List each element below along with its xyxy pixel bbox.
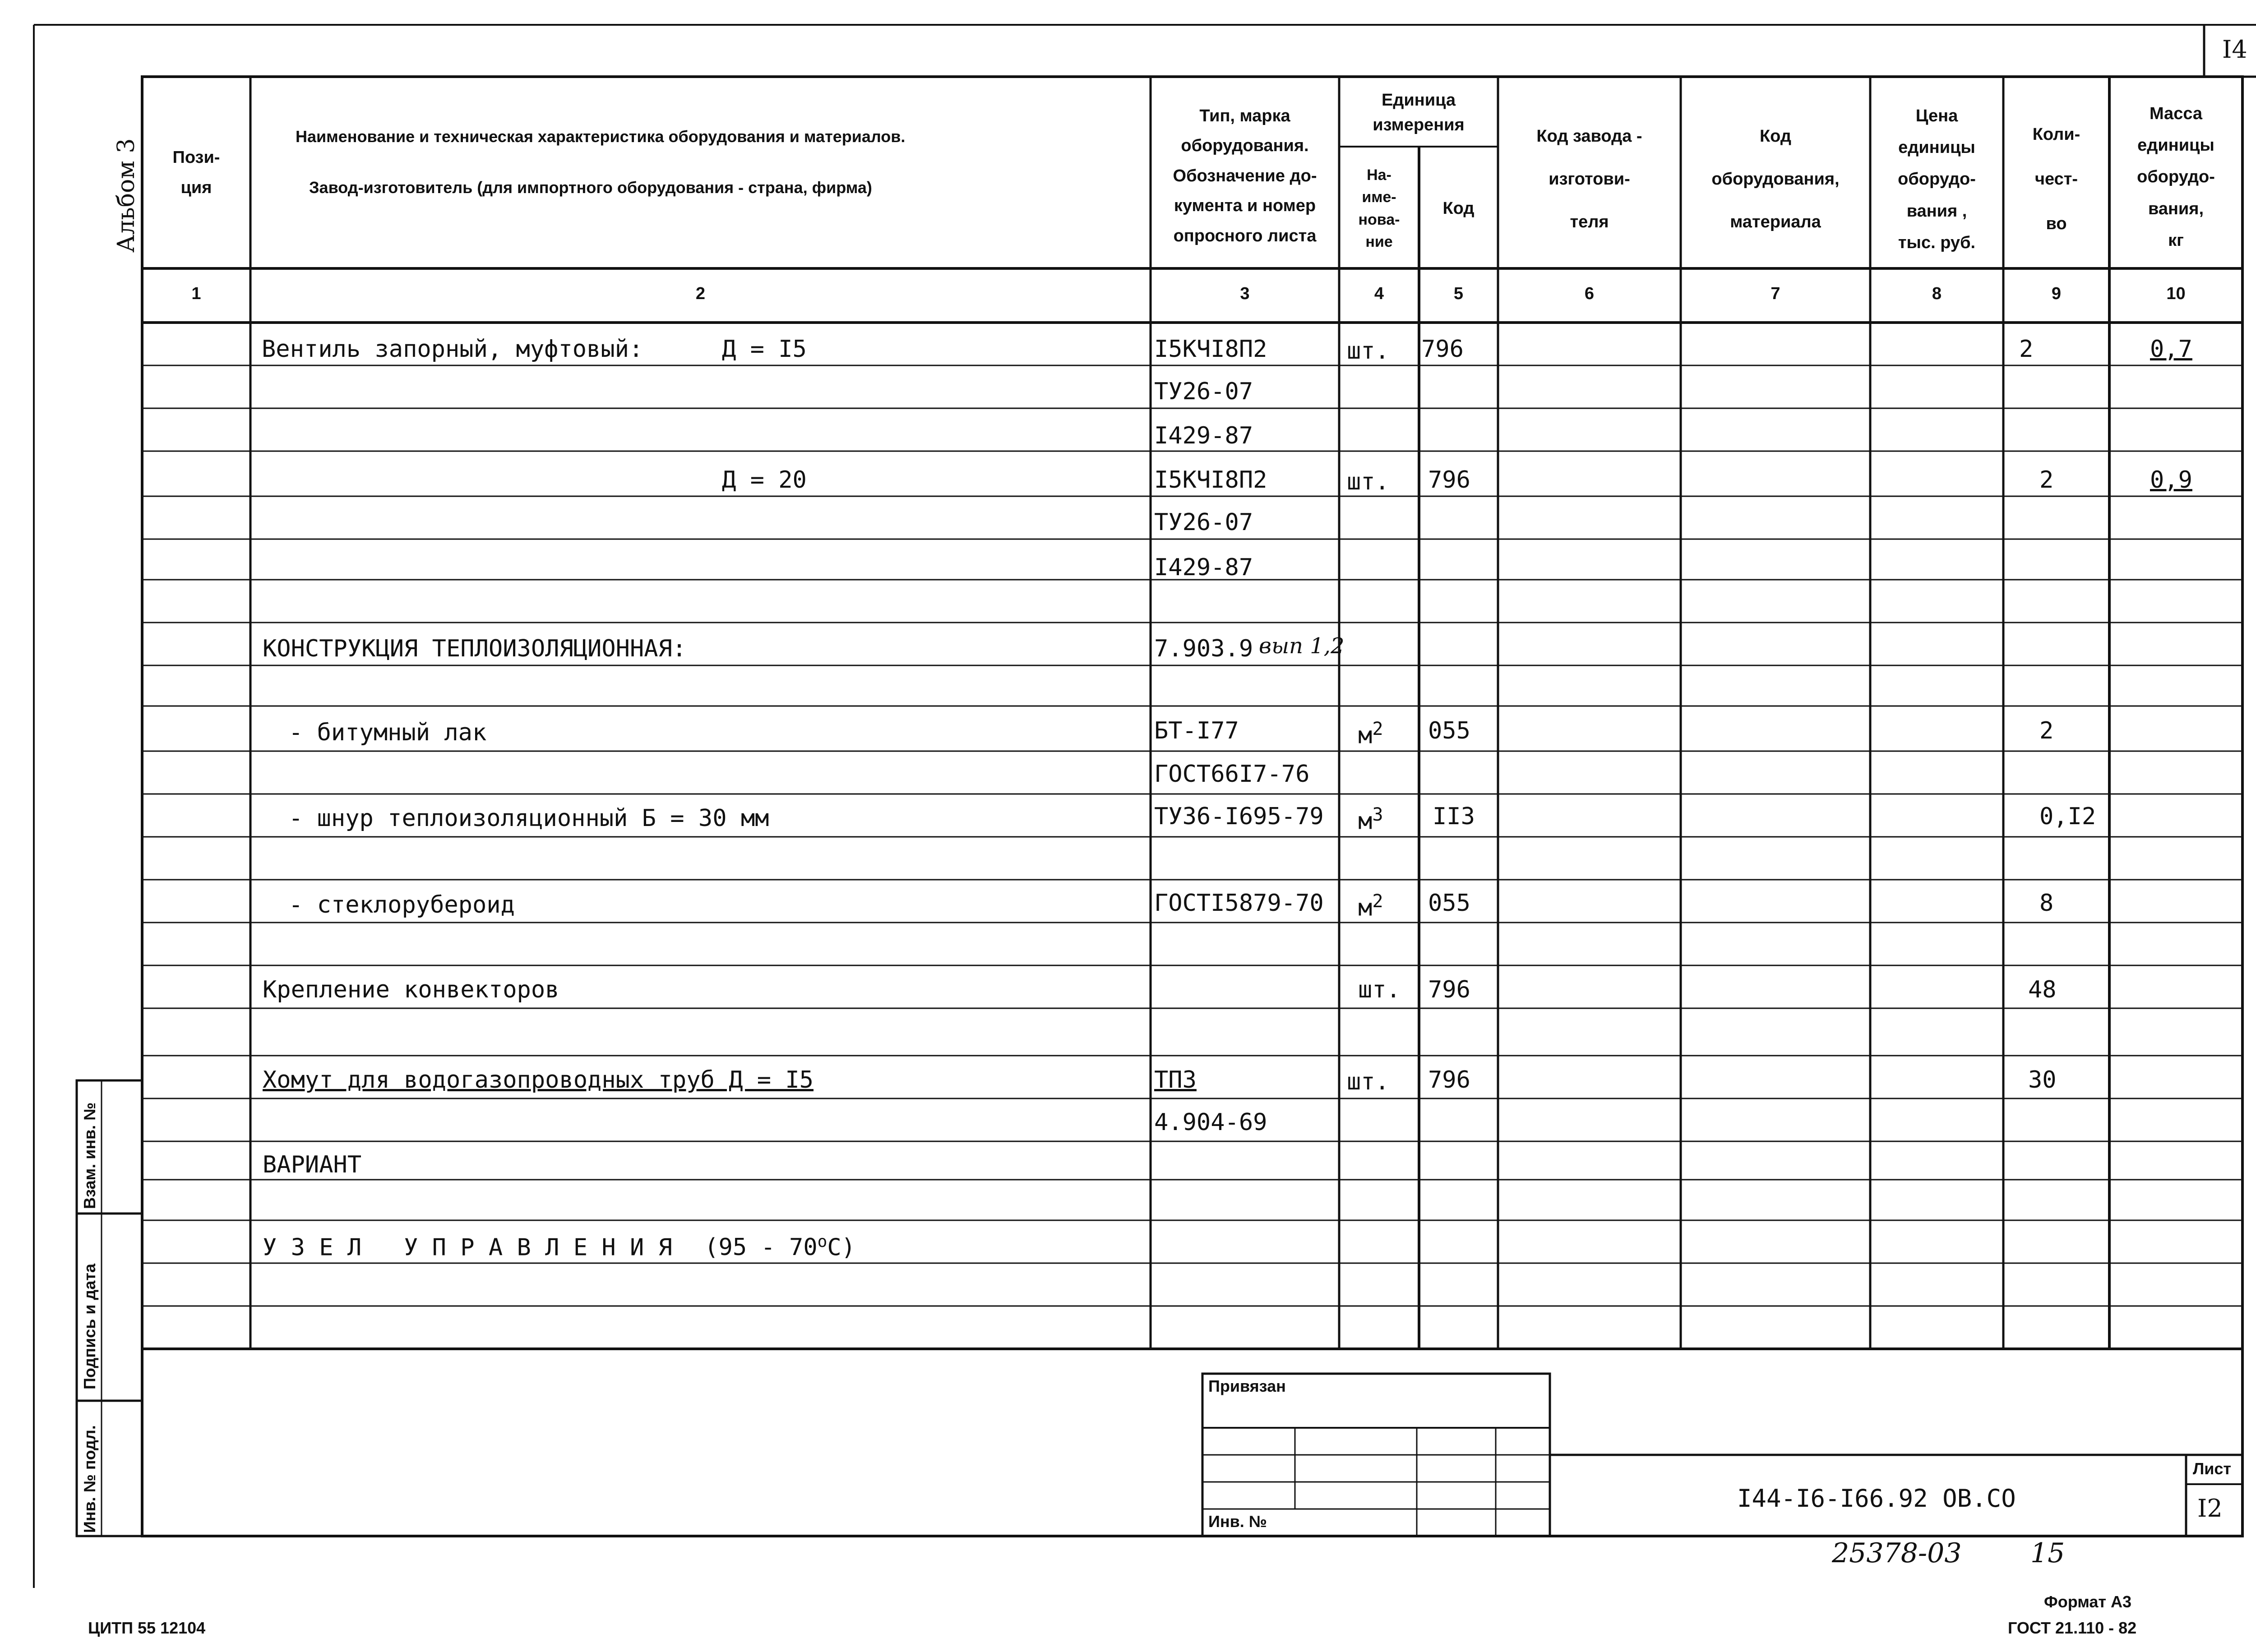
row-15-qty: 48 <box>2028 976 2057 1003</box>
row-5-type: I429-87 <box>1154 554 1253 581</box>
row-11-qty: 0,I2 <box>2039 803 2096 830</box>
col-num-8: 8 <box>1932 284 1942 303</box>
gost-label: ГОСТ 21.110 - 82 <box>2008 1619 2137 1637</box>
header-factory-code: Код завода - изготови- теля <box>1536 127 1642 231</box>
row-3-code: 796 <box>1428 466 1470 494</box>
row-13-name: - стеклорубероид <box>289 891 515 918</box>
row-11-type: ТУ36-I695-79 <box>1154 803 1324 830</box>
row-21-name-tail: С) <box>827 1234 855 1261</box>
col-num-10: 10 <box>2166 284 2186 303</box>
row-9-qty: 2 <box>2039 717 2054 744</box>
row-7-type-note: вып 1,2 <box>1259 633 1345 659</box>
row-9-type: БТ-I77 <box>1154 717 1239 744</box>
row-3-qty: 2 <box>2039 466 2054 494</box>
row-0-type: I5КЧI8П2 <box>1154 336 1267 363</box>
col-num-2: 2 <box>695 284 706 303</box>
row-13-unit <box>1358 891 1383 922</box>
row-17-name: Хомут для водогазопроводных труб Д = I5 <box>263 1066 814 1094</box>
title-doc-code: I44-I6-I66.92 ОВ.СО <box>1737 1484 2016 1513</box>
row-0-unit: шт. <box>1347 337 1389 365</box>
sheet-corner-number: I4 <box>2222 35 2247 64</box>
row-0-code: 796 <box>1421 336 1464 363</box>
title-inv-no: Инв. № <box>1208 1512 1267 1531</box>
title-list-label: Лист <box>2193 1459 2232 1478</box>
header-unit-group: Единица измерения <box>1373 90 1465 134</box>
row-19-name: ВАРИАНТ <box>263 1151 362 1178</box>
col-num-9: 9 <box>2051 284 2062 303</box>
header-unit-name: На- име- нова- ние <box>1358 166 1400 250</box>
row-17-type: ТП3 <box>1154 1066 1197 1094</box>
row-10-type: ГОСТ66I7-76 <box>1154 761 1310 788</box>
row-3-name-right: Д = 20 <box>722 466 807 494</box>
row-7-type: 7.903.9 <box>1154 635 1253 662</box>
row-18-type: 4.904-69 <box>1154 1109 1267 1136</box>
row-17-unit: шт. <box>1347 1068 1389 1095</box>
row-13-qty: 8 <box>2039 890 2054 917</box>
row-9-unit-sup: 2 <box>1372 719 1383 739</box>
header-unit-code: Код <box>1442 199 1475 218</box>
title-list-no: I2 <box>2197 1494 2223 1523</box>
header-price: Цена единицы оборудо- вания , тыс. руб. <box>1898 106 1976 252</box>
row-1-type: ТУ26-07 <box>1154 378 1253 405</box>
row-13-unit-base: м <box>1358 894 1373 922</box>
row-13-type: ГОСТI5879-70 <box>1154 890 1324 917</box>
row-13-code: 055 <box>1428 890 1470 917</box>
header-mass: Масса единицы оборудо- вания, кг <box>2137 104 2215 250</box>
row-21-name-main: У З Е Л У П Р А В Л Е Н И Я <box>263 1234 672 1261</box>
stamp-podpis: Подпись и дата <box>80 1264 99 1389</box>
row-11-name: - шнур теплоизоляционный Б = 30 мм <box>289 805 769 832</box>
header-name-line2: Завод-изготовитель (для импортного оборудования - страна, фирма) <box>309 178 872 197</box>
album-label: Альбом 3 <box>113 138 140 253</box>
row-3-unit: шт. <box>1347 468 1389 495</box>
row-0-name: Вентиль запорный, муфтовый: <box>262 336 643 363</box>
col-num-6: 6 <box>1584 284 1595 303</box>
row-11-code: II3 <box>1433 803 1475 830</box>
row-21-name-note: (95 - 70 <box>704 1234 818 1261</box>
row-21-name-sup: o <box>817 1232 828 1251</box>
row-3-type: I5КЧI8П2 <box>1154 466 1267 494</box>
row-9-unit <box>1358 720 1383 747</box>
row-17-code: 796 <box>1428 1066 1470 1094</box>
row-2-type: I429-87 <box>1154 422 1253 449</box>
header-quantity: Коли- чест- во <box>2032 125 2080 233</box>
header-equipment-code: Код оборудования, материала <box>1711 127 1840 231</box>
row-9-code: 055 <box>1428 717 1470 744</box>
row-17-qty: 30 <box>2028 1066 2057 1094</box>
row-11-unit-base: м <box>1358 808 1373 835</box>
row-15-name: Крепление конвекторов <box>263 976 559 1003</box>
row-9-unit-base: м <box>1358 722 1373 749</box>
row-0-qty: 2 <box>2019 336 2034 363</box>
row-3-mass: 0,9 <box>2150 466 2192 494</box>
row-0-mass: 0,7 <box>2150 336 2192 363</box>
title-privyazan: Привязан <box>1208 1377 1286 1395</box>
col-num-1: 1 <box>191 284 201 303</box>
row-4-type: ТУ26-07 <box>1154 509 1253 536</box>
citp-label: ЦИТП 55 12104 <box>88 1619 206 1637</box>
stamp-zam-inv: Взам. инв. № <box>80 1102 99 1209</box>
row-11-unit <box>1358 806 1383 833</box>
row-0-name-right: Д = I5 <box>722 336 807 363</box>
col-num-4: 4 <box>1374 284 1384 303</box>
header-type: Тип, марка оборудования. Обозначение до- кумента и номер опросного листа <box>1173 106 1317 245</box>
header-name-line1: Наименование и техническая характеристика оборудования и материалов. <box>296 127 906 146</box>
row-15-unit: шт. <box>1358 976 1401 1003</box>
col-num-7: 7 <box>1771 284 1780 303</box>
row-13-unit-sup: 2 <box>1372 891 1383 912</box>
row-7-name: КОНСТРУКЦИЯ ТЕПЛОИЗОЛЯЦИОННАЯ: <box>263 635 687 662</box>
row-9-name: - битумный лак <box>289 719 487 746</box>
stamp-inv-podl: Инв. № подл. <box>80 1425 99 1533</box>
row-11-unit-sup: 3 <box>1372 804 1383 825</box>
col-num-3: 3 <box>1240 284 1250 303</box>
col-num-5: 5 <box>1453 284 1464 303</box>
format-label: Формат А3 <box>2044 1592 2132 1611</box>
handwritten-number: 25378-03 <box>1832 1537 1962 1569</box>
row-15-code: 796 <box>1428 976 1470 1003</box>
header-position: Пози- ция <box>172 148 220 197</box>
handwritten-page: 15 <box>2030 1537 2065 1569</box>
row-21-name <box>263 1234 855 1259</box>
